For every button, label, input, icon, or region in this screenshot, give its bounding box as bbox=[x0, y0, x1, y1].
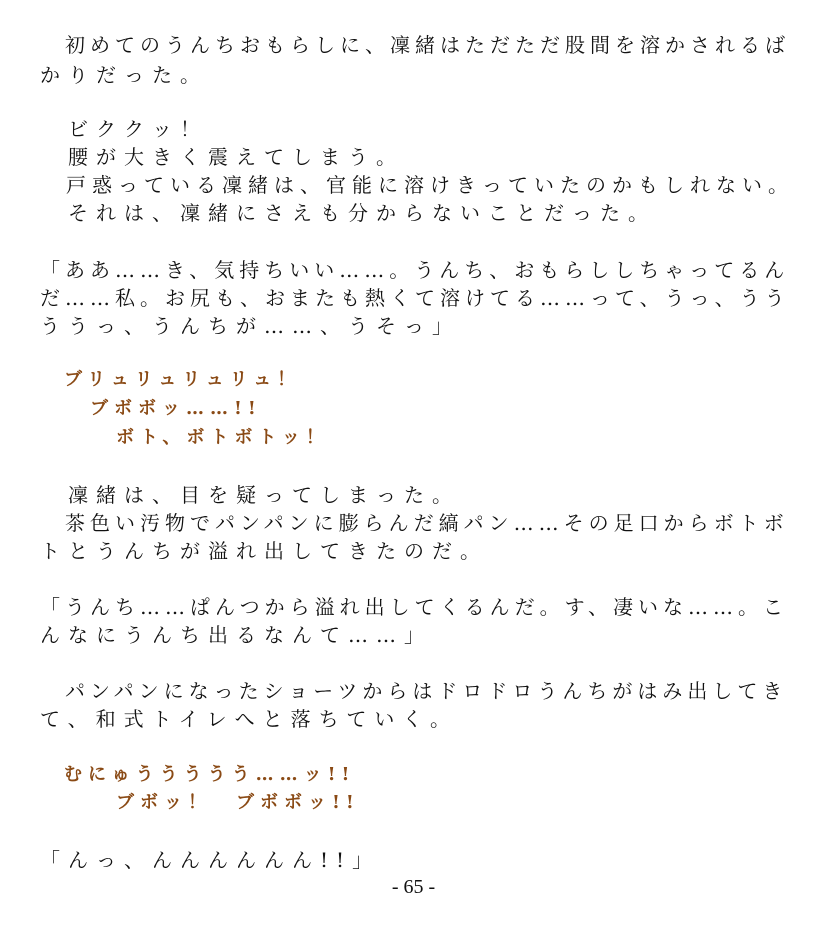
dialogue-line: だ……私。お尻も、おまたも熱くて溶けてる……って、うっ、うう bbox=[40, 286, 790, 310]
body-line: 腰が大きく震えてしまう。 bbox=[40, 145, 404, 169]
body-line: 初めてのうんちおもらしに、凜緒はただただ股間を溶かされるば bbox=[40, 33, 790, 57]
body-line: パンパンになったショーツからはドロドロうんちがはみ出してき bbox=[40, 679, 788, 703]
body-line: 戸惑っている凜緒は、官能に溶けきっていたのかもしれない。 bbox=[40, 173, 794, 197]
dialogue-line: 「んっ、んんんんんん!!」 bbox=[40, 848, 381, 872]
dialogue-line: 「ああ……き、気持ちいい……。うんち、おもらししちゃってるん bbox=[40, 258, 790, 282]
dialogue-line: ううっ、うんちが……、うそっ」 bbox=[40, 314, 460, 338]
body-line: それは、凜緒にさえも分からないことだった。 bbox=[40, 201, 656, 225]
body-line: かりだった。 bbox=[40, 63, 208, 87]
body-line: 茶色い汚物でパンパンに膨らんだ縞パン……その足口からボトボ bbox=[40, 511, 789, 535]
body-line: 凜緒は、目を疑ってしまった。 bbox=[40, 483, 460, 507]
body-line: ビククッ！ bbox=[40, 117, 208, 141]
sound-effect-line: ブリュリュリュリュ！ bbox=[64, 369, 302, 390]
sound-effect-line: ブボッ！ ブボボッ!! bbox=[116, 792, 360, 813]
dialogue-line: 「うんち……ぱんつから溢れ出してくるんだ。す、凄いな……。こ bbox=[40, 595, 788, 619]
page-number: - 65 - bbox=[391, 876, 436, 898]
body-line: トとうんちが溢れ出してきたのだ。 bbox=[40, 539, 488, 563]
sound-effect-line: むにゅううううう……ッ!! bbox=[64, 764, 356, 785]
sound-effect-line: ブボボッ……!! bbox=[90, 398, 262, 419]
sound-effect-line: ボト、ボトボトッ！ bbox=[116, 427, 330, 448]
dialogue-line: んなにうんち出るなんて……」 bbox=[40, 623, 432, 647]
body-line: て、和式トイレへと落ちていく。 bbox=[40, 707, 458, 731]
